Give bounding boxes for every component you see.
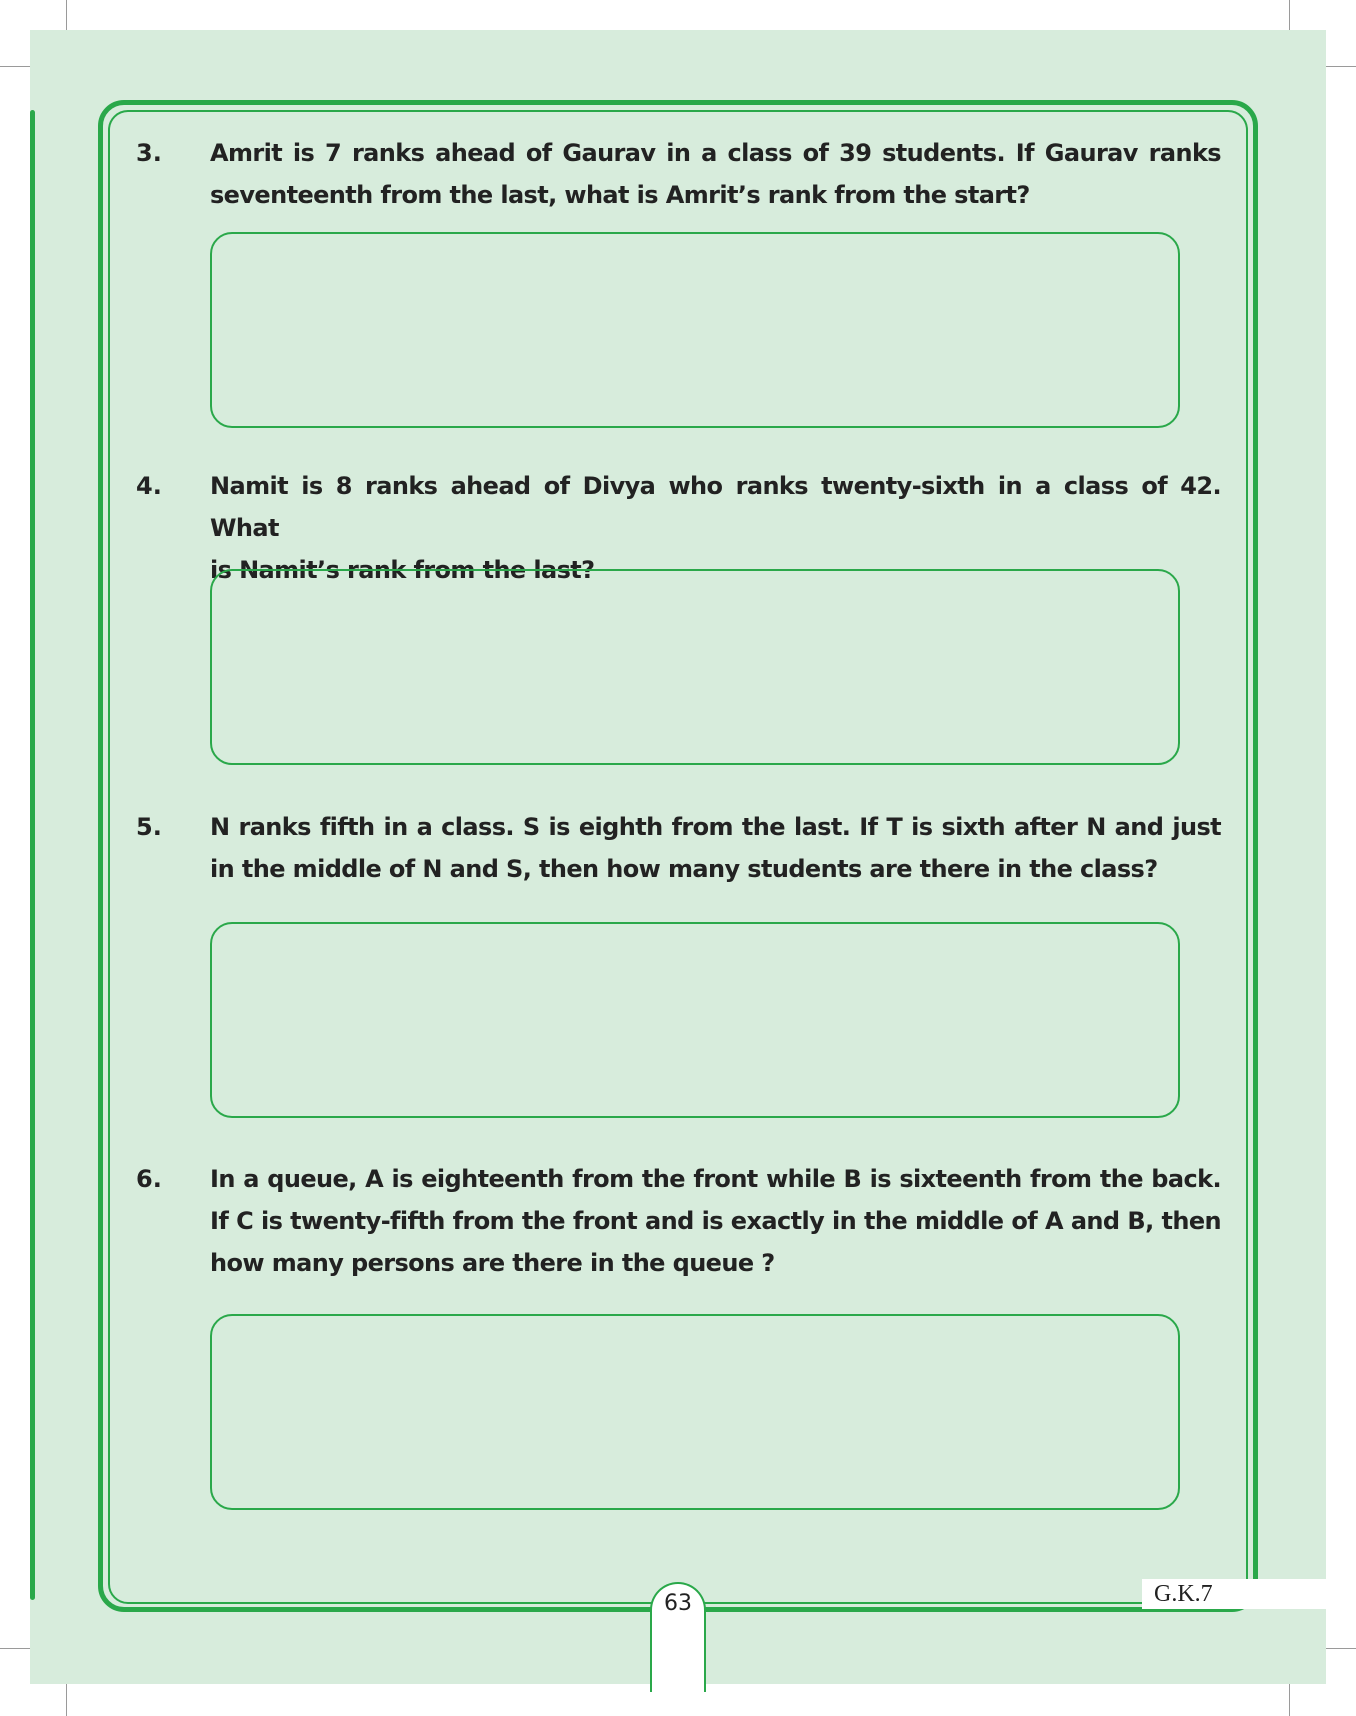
crop-mark (0, 1648, 30, 1649)
answer-box-4[interactable] (210, 569, 1180, 765)
crop-mark (1326, 1648, 1356, 1649)
crop-mark (1326, 66, 1356, 67)
question-number: 5. (136, 813, 162, 841)
question-text (210, 806, 1221, 890)
question-text (210, 132, 1221, 216)
question-line: Amrit is 7 ranks ahead of Gaurav in a class of 39 students. If Gaurav ranks (210, 139, 1221, 167)
crop-mark (66, 1684, 67, 1716)
question-line: If C is twenty-fifth from the front and is exactly in the middle of A and B, then (210, 1207, 1221, 1235)
book-label: G.K.7 (1154, 1581, 1213, 1607)
crop-mark (1289, 1684, 1290, 1716)
question-line: In a queue, A is eighteenth from the front while B is sixteenth from the back. (210, 1165, 1221, 1193)
question-line: seventeenth from the last, what is Amrit’s rank from the start? (210, 181, 1030, 209)
crop-mark (66, 0, 67, 30)
answer-box-6[interactable] (210, 1314, 1180, 1510)
question-text (210, 1158, 1221, 1284)
question-number: 4. (136, 472, 162, 500)
left-margin-strip (30, 110, 35, 1600)
answer-box-5[interactable] (210, 922, 1180, 1118)
question-line: how many persons are there in the queue ? (210, 1249, 775, 1277)
question-line: N ranks fifth in a class. S is eighth from the last. If T is sixth after N and just (210, 813, 1221, 841)
question-line: is Namit’s rank from the last? (210, 556, 595, 584)
question-line: Namit is 8 ranks ahead of Divya who ranks twenty-sixth in a class of 42. What (210, 472, 1221, 542)
question-number: 6. (136, 1165, 162, 1193)
question-line: in the middle of N and S, then how many students are there in the class? (210, 855, 1158, 883)
crop-mark (1289, 0, 1290, 30)
question-number: 3. (136, 139, 162, 167)
answer-box-3[interactable] (210, 232, 1180, 428)
crop-mark (0, 66, 30, 67)
page-number: 63 (664, 1591, 692, 1616)
